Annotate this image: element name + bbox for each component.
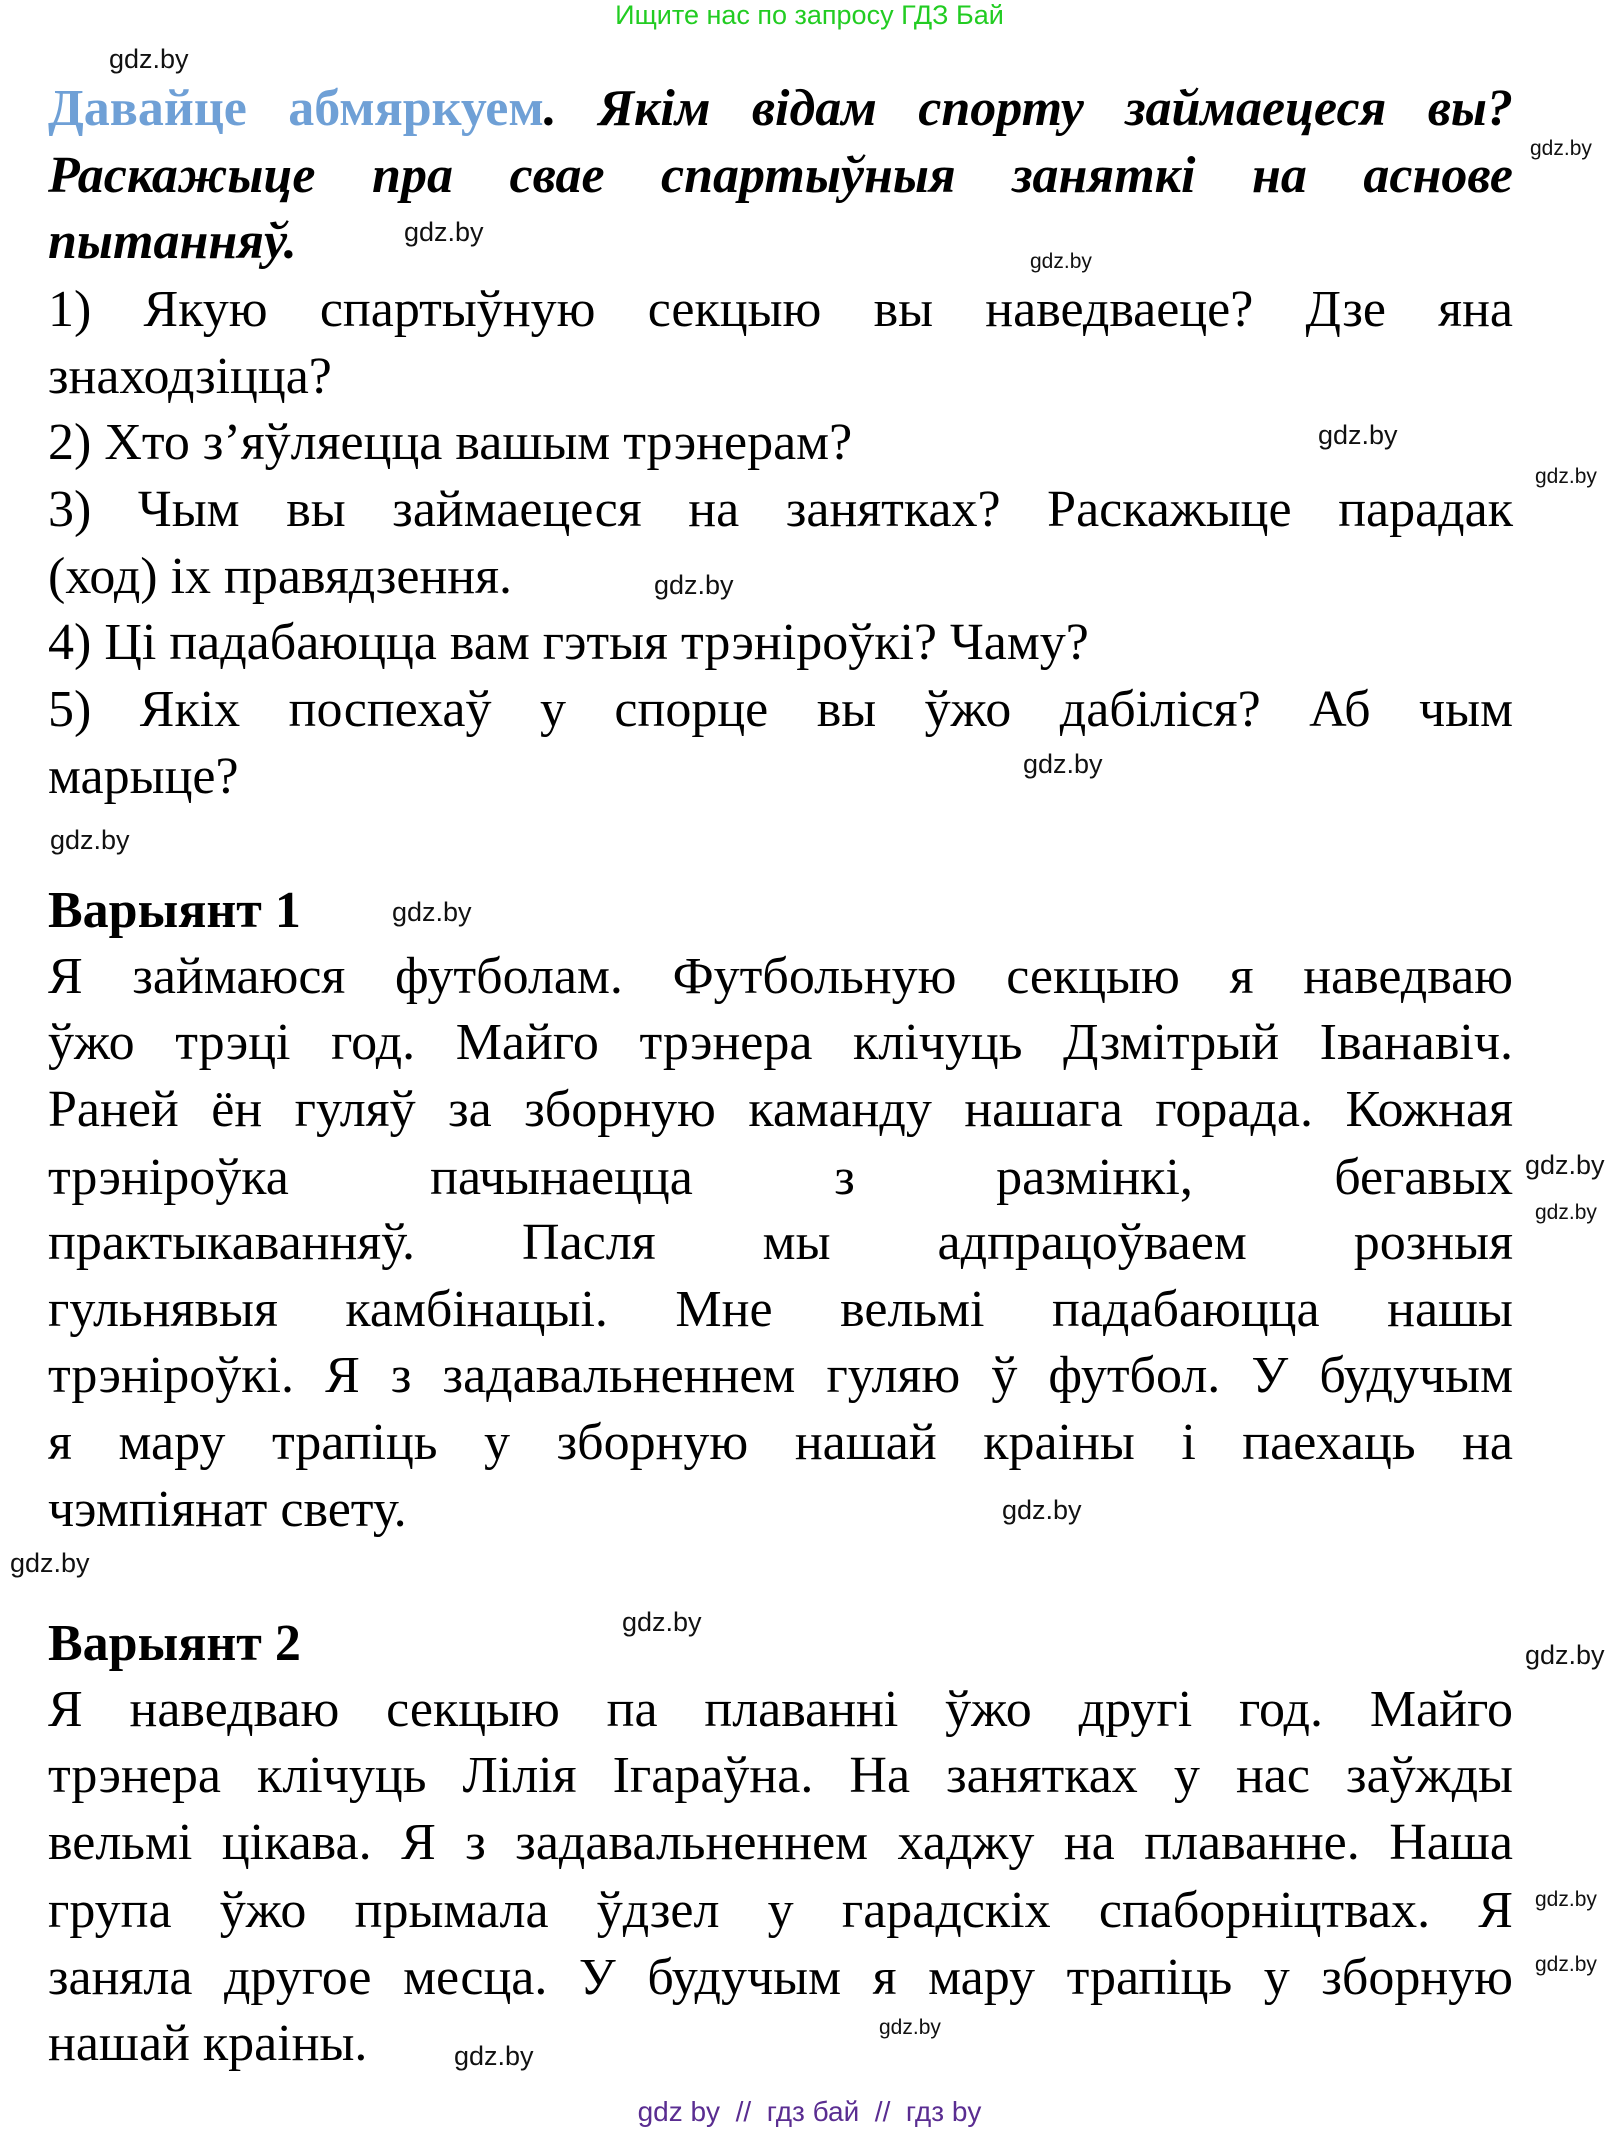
watermark: gdz.by <box>654 570 734 600</box>
variant-2-line: Я наведваю секцыю па плаванні ўжо другі год. Майго <box>48 1681 1513 1738</box>
watermark: gdz.by <box>1535 465 1597 488</box>
question-line: знаходзіцца? <box>48 348 332 405</box>
question-line: 3) Чым вы займаецеся на занятках? Раскажыце парадак <box>48 481 1513 538</box>
variant-1-line: Я займаюся футболам. Футбольную секцыю я наведваю <box>48 948 1513 1005</box>
heading-line-3: пытанняў. <box>48 213 297 270</box>
watermark: gdz.by <box>1525 1150 1605 1180</box>
variant-2-line: заняла другое месца. У будучым я мару трапіць у зборную <box>48 1949 1513 2006</box>
variant-2-line: трэнера клічуць Лілія Ігараўна. На занятках у нас заўжды <box>48 1747 1513 1804</box>
variant-1-line: я мару трапіць у зборную нашай краіны і паехаць на <box>48 1414 1513 1471</box>
watermark: gdz.by <box>1318 420 1398 450</box>
variant-1-line: Раней ён гуляў за зборную каманду нашага горада. Кожная <box>48 1081 1513 1138</box>
watermark: gdz.by <box>1030 250 1092 273</box>
watermark: gdz.by <box>50 825 130 855</box>
variant-2-line: вельмі цікава. Я з задавальненнем хаджу на плаванне. Наша <box>48 1814 1513 1871</box>
watermark: gdz.by <box>10 1548 90 1578</box>
question-line: 1) Якую спартыўную секцыю вы наведваеце? Дзе яна <box>48 281 1513 338</box>
watermark: gdz.by <box>392 897 472 927</box>
watermark: gdz.by <box>404 217 484 247</box>
watermark: gdz.by <box>1525 1640 1605 1670</box>
variant-2-line: нашай краіны. <box>48 2015 368 2072</box>
question-line: 5) Якіх поспехаў у спорце вы ўжо дабіліся? Аб чым <box>48 681 1513 738</box>
watermark: gdz.by <box>454 2041 534 2071</box>
watermark: gdz.by <box>622 1607 702 1637</box>
question-line: (ход) іх правядзення. <box>48 548 513 605</box>
watermark: gdz.by <box>879 2016 941 2039</box>
footer-links: gdz by // гдз бай // гдз by <box>637 2096 982 2127</box>
heading-line-2: Раскажыце пра свае спартыўныя заняткі на аснове <box>48 147 1513 204</box>
heading-label: Давайце абмяркуем <box>48 80 544 137</box>
variant-2-title: Варыянт 2 <box>48 1615 301 1672</box>
watermark: gdz.by <box>1023 749 1103 779</box>
variant-1-line: практыкаванняў. Пасля мы адпрацоўваем розныя <box>48 1214 1513 1271</box>
watermark: gdz.by <box>1535 1888 1597 1911</box>
watermark: gdz.by <box>1530 137 1592 160</box>
variant-1-line: чэмпіянат свету. <box>48 1481 407 1538</box>
variant-2-line: група ўжо прымала ўдзел у гарадскіх спаборніцтвах. Я <box>48 1882 1513 1939</box>
watermark: gdz.by <box>1535 1953 1597 1976</box>
discussion-heading <box>48 79 1513 139</box>
watermark: gdz.by <box>1535 1201 1597 1224</box>
heading-line-1: Якім відам спорту займаецеся вы? <box>598 80 1514 137</box>
question-line: 2) Хто з’яўляецца вашым трэнерам? <box>48 414 853 471</box>
variant-1-line: трэніроўкі. Я з задавальненнем гуляю ў футбол. У будучым <box>48 1347 1513 1404</box>
search-banner: Ищите нас по запросу ГДЗ Бай <box>615 0 1004 30</box>
heading-dot: . <box>543 80 599 137</box>
variant-1-line: ўжо трэці год. Майго трэнера клічуць Дзмітрый Іванавіч. <box>48 1014 1513 1071</box>
variant-1-title: Варыянт 1 <box>48 882 301 939</box>
question-line: 4) Ці падабаюцца вам гэтыя трэніроўкі? Чаму? <box>48 614 1089 671</box>
watermark: gdz.by <box>109 44 189 74</box>
variant-1-line: гульнявыя камбінацыі. Мне вельмі падабаюцца нашы <box>48 1281 1513 1338</box>
question-line: марыце? <box>48 748 239 805</box>
variant-1-line: трэніроўка пачынаецца з размінкі, бегавых <box>48 1149 1513 1206</box>
watermark: gdz.by <box>1002 1495 1082 1525</box>
